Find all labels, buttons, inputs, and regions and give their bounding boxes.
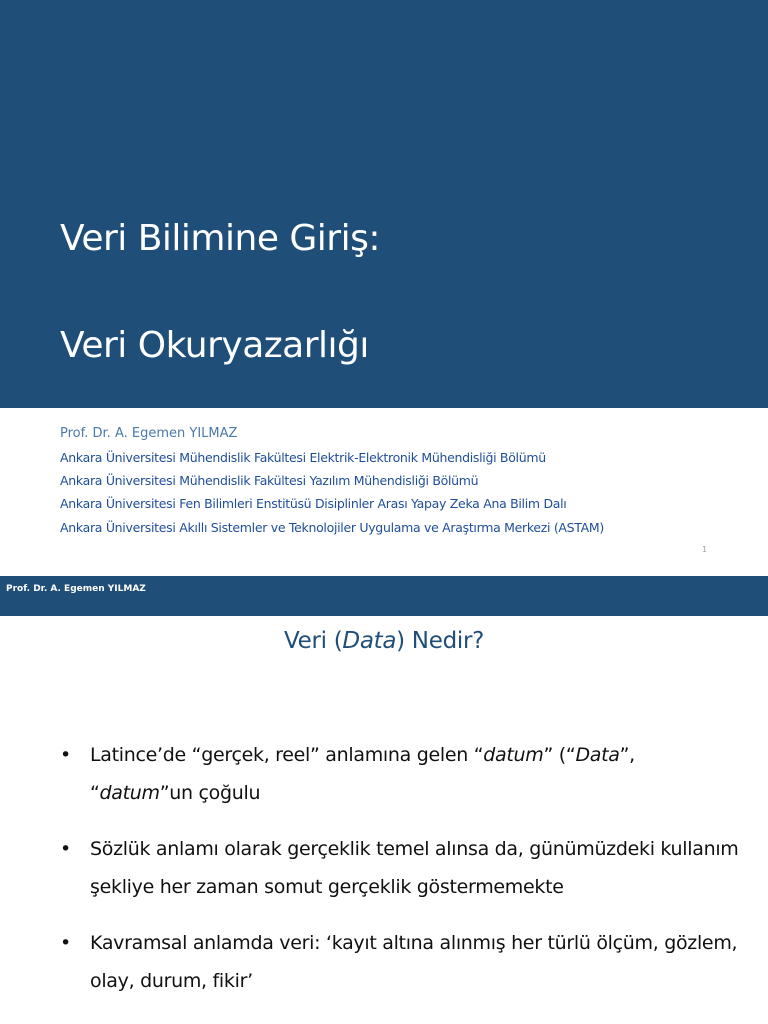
bullet-dot-icon: • [60, 932, 71, 954]
bullet-list [60, 736, 740, 1018]
bullet-item: • Latince’de “gerçek, reel” anlamına gelen “datum” (“Data”, “datum”un çoğulu [60, 736, 740, 812]
page-number: 1 [702, 545, 708, 554]
slide-title-line2: Veri Okuryazarlığı [60, 325, 369, 366]
slide-heading: Veri (Data) Nedir? [283, 628, 485, 654]
affiliation-line: Ankara Üniversitesi Fen Bilimleri Enstitüsü Disiplinler Arası Yapay Zeka Ana Bilim Dalı [60, 496, 567, 511]
bullet-dot-icon: • [60, 744, 71, 766]
header-author-name: Prof. Dr. A. Egemen YILMAZ [6, 584, 146, 594]
slide-title-line1: Veri Bilimine Giriş: [60, 218, 380, 259]
affiliation-line: Ankara Üniversitesi Mühendislik Fakültesi Elektrik-Elektronik Mühendisliği Bölümü [60, 450, 546, 465]
bullet-text: Kavramsal anlamda veri: ‘kayıt altına alınmış her türlü ölçüm, gözlem, olay, durum, fikir’ [90, 932, 738, 992]
affiliation-line: Ankara Üniversitesi Mühendislik Fakültesi Yazılım Mühendisliği Bölümü [60, 473, 479, 488]
bullet-item [60, 830, 740, 906]
slide-header-bar [0, 576, 768, 616]
heading-italic-term: Data [342, 628, 397, 654]
bullet-text: Sözlük anlamı olarak gerçeklik temel alınsa da, günümüzdeki kullanım şekliye her zaman somut gerçeklik göstermemekte [90, 838, 739, 898]
affiliation-line: Ankara Üniversitesi Akıllı Sistemler ve Teknolojiler Uygulama ve Araştırma Merkezi (ASTAM) [60, 520, 604, 535]
bullet-item [60, 924, 740, 1000]
author-name: Prof. Dr. A. Egemen YILMAZ [60, 426, 238, 441]
bullet-dot-icon: • [60, 838, 71, 860]
